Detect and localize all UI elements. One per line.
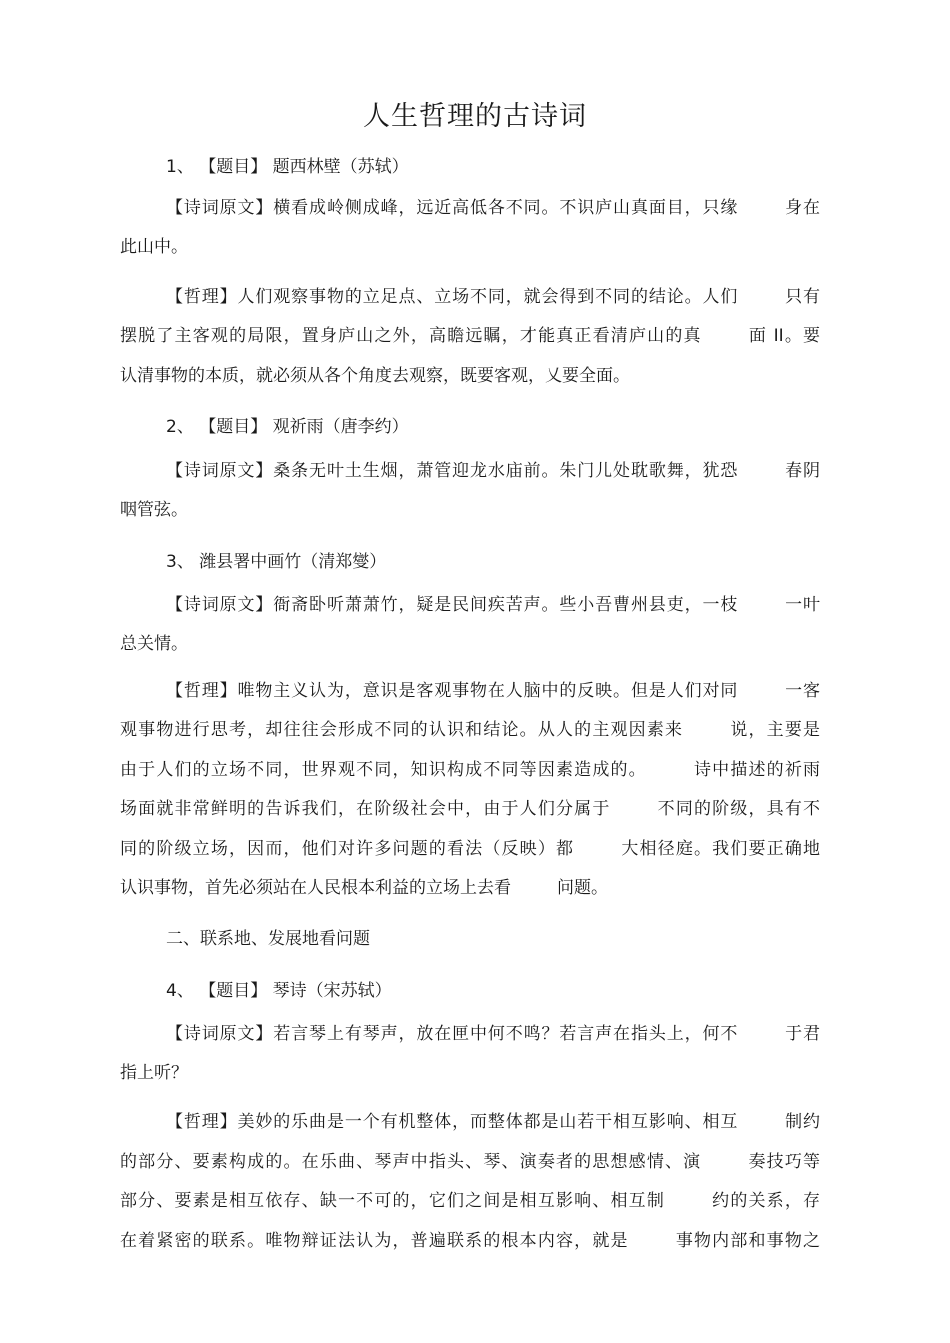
document-title: 人生哲理的古诗词	[363, 101, 587, 132]
paragraph-line: 认识事物，首先必须站在人民根本利益的立场上去看 问题。	[120, 878, 608, 898]
paragraph-line: 观事物进行思考，却往往会形成不同的认识和结论。从人的主观因素来 说，主要是	[120, 720, 821, 740]
paragraph-line: 【诗词原文】若言琴上有琴声，放在匣中何不鸣？若言声在指头上，何不 于君	[166, 1024, 820, 1044]
paragraph-line: 总关情。	[120, 634, 188, 654]
paragraph-line: 【诗词原文】横看成岭侧成峰，远近高低各不同。不识庐山真面目，只缘 身在	[166, 198, 820, 218]
paragraph-line: 同的阶级立场，因而，他们对许多问题的看法（反映）都 大相径庭。我们要正确地	[120, 839, 821, 859]
paragraph-line: 场面就非常鲜明的告诉我们，在阶级社会中，由于人们分属于 不同的阶级，具有不	[120, 799, 820, 819]
paragraph-line: 【哲理】人们观察事物的立足点、立场不同，就会得到不同的结论。人们 只有	[166, 287, 820, 307]
paragraph-line: 【诗词原文】桑条无叶土生烟，萧管迎龙水庙前。朱门儿处耽歌舞，犹恐 春阴	[166, 461, 820, 481]
paragraph-line: 部分、要素是相互依存、缺一不可的，它们之间是相互影响、相互制 约的关系，存	[120, 1191, 821, 1211]
item-4-heading: 4、 【题目】 琴诗（宋苏轼）	[166, 981, 392, 1001]
paragraph-line: 的部分、要素构成的。在乐曲、琴声中指头、琴、演奏者的思想感情、演 奏技巧等	[120, 1152, 821, 1172]
paragraph-line: 咽管弦。	[120, 500, 188, 520]
paragraph-line: 在着紧密的联系。唯物辩证法认为，普遍联系的根本内容，就是 事物内部和事物之	[120, 1231, 821, 1251]
item-1-heading: 1、 【题目】 题西林壁（苏轼）	[166, 157, 409, 177]
paragraph-line: 【哲理】美妙的乐曲是一个有机整体，而整体都是山若干相互影响、相互 制约	[166, 1112, 820, 1132]
paragraph-line: 【哲理】唯物主义认为，意识是客观事物在人脑中的反映。但是人们对同 一客	[166, 681, 820, 701]
paragraph-line: 认清事物的本质，就必须从各个角度去观察，既要客观，乂要全面。	[120, 366, 630, 386]
paragraph-line: 由于人们的立场不同，世界观不同，知识构成不同等因素造成的。 诗中描述的祈雨	[120, 760, 821, 780]
paragraph-line: 【诗词原文】衙斋卧听萧萧竹，疑是民间疾苦声。些小吾曹州县吏，一枝 一叶	[166, 595, 820, 615]
section-heading: 二、联系地、发展地看问题	[166, 929, 370, 949]
paragraph-line: 指上听？	[120, 1063, 188, 1083]
paragraph-line: 此山中。	[120, 237, 188, 257]
item-3-heading: 3、 潍县署中画竹（清郑燮）	[166, 552, 387, 572]
paragraph-line: 摆脱了主客观的局限，置身庐山之外，高瞻远瞩，才能真正看清庐山的真 面 II。要	[120, 326, 821, 346]
item-2-heading: 2、 【题目】 观祈雨（唐李约）	[166, 417, 409, 437]
